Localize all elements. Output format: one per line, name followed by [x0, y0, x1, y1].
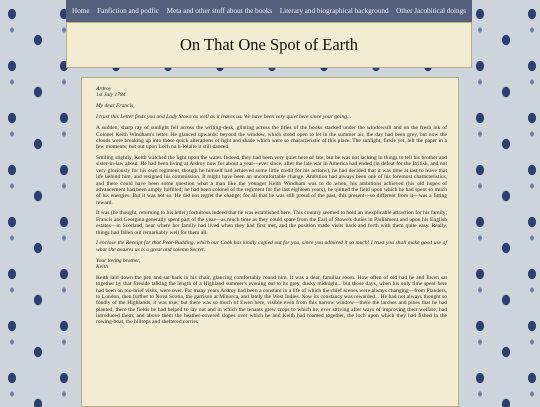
page-title: On That One Spot of Earth — [180, 35, 358, 54]
story-content — [81, 77, 459, 407]
nav-link-jacobitical-doings[interactable]: Other Jacobitical doings — [396, 7, 466, 15]
letter-place: Ardroy — [96, 86, 112, 92]
letter-signoff — [96, 258, 447, 271]
letter-closing: Your loving brother, — [96, 257, 141, 264]
letter-opening: I trust this Letter finds you and Lady Stowe as well as it leaves us. We have been very quiet here since your going... — [96, 114, 352, 121]
letter-heading — [96, 86, 447, 99]
letter-salutation: My dear Francis, — [96, 103, 135, 110]
nav-link-literary-background[interactable]: Literary and biographical background — [279, 7, 389, 15]
story-paragraph: It was (he thought, returning to his letter) fortuitous indeed that he was established here. This country seemed to hold an inexplicable attraction for his family; Francis and Georgina generally spent part of the year—as much time as they could spare from the Earl of Stowe's duties in Parliament and upon his English estates—in Scotland, near where her family had lived when they had first met, and the position made visits back and forth with them quite easy. Really, things had fallen out remarkably well for them all. — [96, 210, 447, 236]
nav-link-home[interactable]: Home — [72, 7, 90, 15]
story-paragraph: Smiling slightly, Keith watched the light upon the water. Indeed, they had been very quiet here of late, but he was not lacking in things to tell his brother and sister-in-law about. He had been living at Ardroy now for about a year—ever since, after the late war in America had ended (in defeat for the British, and not very gloriously for his own regiment, though he himself had achieved some little credit for his actions), he had decided that it was time at last to leave that life behind him, and resigned his commission. It might have been an uncomfortable change. Ambition had always been one of his foremost characteristics, and there could have been some question what a man like the younger Keith Windham was to do when, his ambitions achieved (his old hopes of advancement had been amply fulfilled; he had been colonel of the regiment for the last eighteen years), he quitted the field upon which he had spent so much of his energies. But it was not so. He did not regret the change; for all that he was still proud of the past, this present—so different from it—was a fitting reward. — [96, 155, 447, 206]
nav-link-meta[interactable]: Meta and other stuff about the books — [166, 7, 273, 15]
letter-signature: Keith — [96, 264, 109, 271]
title-panel — [66, 22, 472, 68]
top-navigation — [66, 0, 472, 22]
letter-date: 1st July 1784 — [96, 92, 126, 99]
story-paragraph: Keith laid down the pen and sat back in his chair, glancing comfortably round him. It was a dear, familiar room. How often of old had he and Ewen sat together by that fireside talking the length of a Highland summer's evening out to its grey, dusky midnight... but those days, when his only time spent here had been on too-brief visits, were over. For many years Ardroy had been a constant in a life of which the chief scenes were always changing—from Flanders, to London, then further to Nova Scotia, the garrison at Minorca, and lately the West Indies. Now its constancy was rewarded... He had not always thought so fondly of the Highlands, it was true; but there was so much of Ewen here, visible even from this narrow window—there the larches and pines that he had planted, there the fields he had helped to lay out and in which the tenants grew crops to which he, ever striving after ways of improving their welfare, had introduced them; and above them the heather-covered slopes over which he and Keith had roamed together, the loch upon which they had fished in the rowing-boat, the hilltops and sheltered corries — [96, 275, 447, 326]
nav-link-fanfiction[interactable]: Fanfiction and podfic — [97, 7, 160, 15]
story-paragraph: A sudden, sharp ray of sunlight fell across the writing-desk, glinting across the titles of the books stacked under the windowsill and on the fresh ink of Colonel Keith Windham's letter. He glanced upwards: beyond the window, which stood open to let in the summer air, the day had been grey, but now the clouds were breaking up into those quick alterations of light and shade which were so characteristic of this place. The sunlight, fickle yet, left the paper in a few moments; but out upon Loch na h-Iolaire it still danced. — [96, 125, 447, 151]
letter-postscript: I enclose the Receipt for that Pear-Pudding, which our Cook has kindly copied out for you, since you admired it so much! I trust you shall make good use of what she assures us is a great and solemn Secret. — [96, 240, 447, 253]
